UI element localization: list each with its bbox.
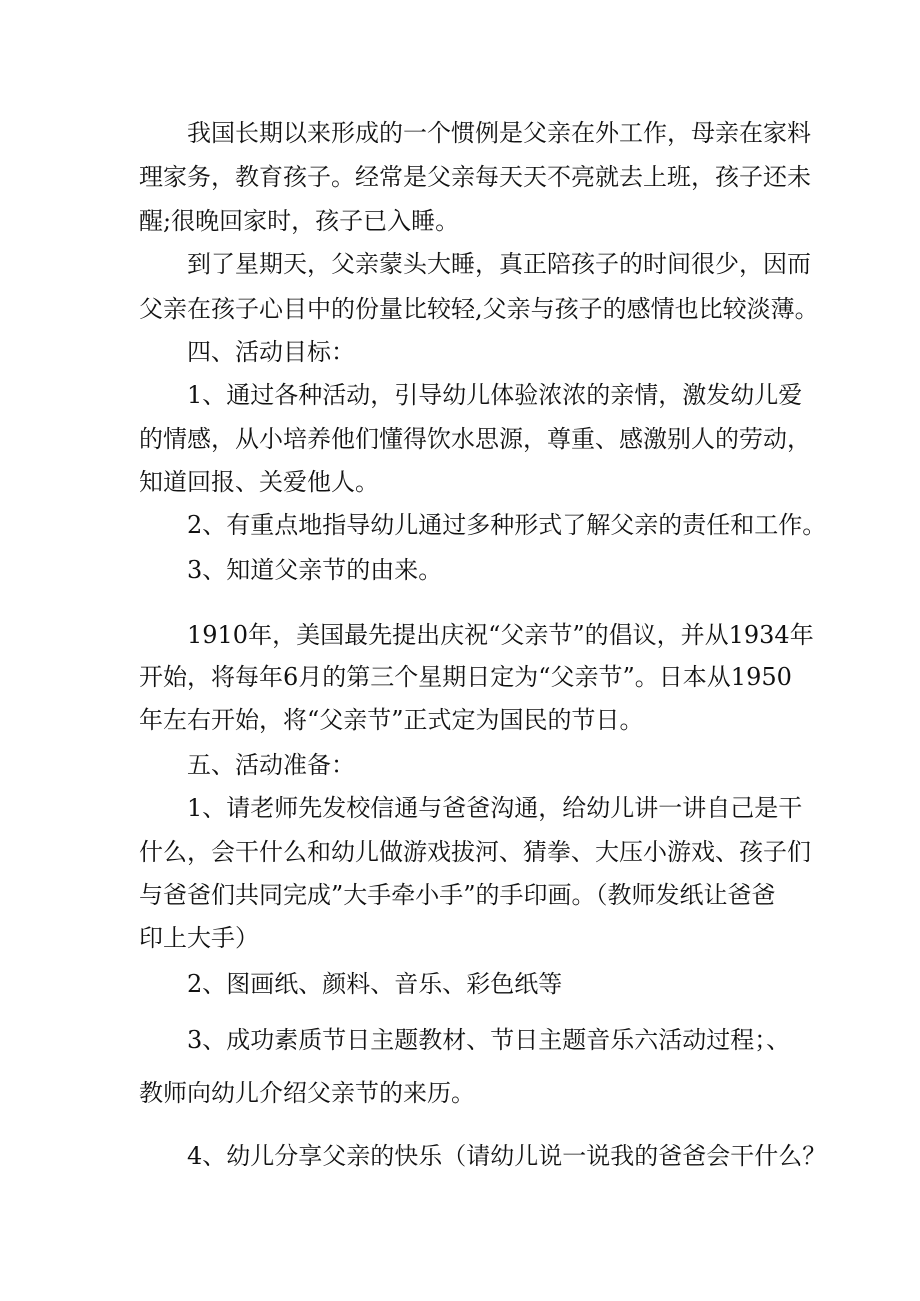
text-line: 醒;很晚回家时，孩子已入睡。 bbox=[139, 207, 460, 235]
text-line: 父亲在孩子心目中的份量比较轻,父亲与孩子的感情也比较淡薄。 bbox=[139, 295, 819, 323]
list-item-goal-3: 3、知道父亲节的由来。 bbox=[187, 556, 443, 584]
text-line: 1、请老师先发校信通与爸爸沟通，给幼儿讲一讲自己是干 bbox=[187, 794, 803, 822]
list-item-prep-2: 2、图画纸、颜料、音乐、彩色纸等 bbox=[187, 970, 563, 998]
text-line: 1910年，美国最先提出庆祝“父亲节”的倡议，并从1934年 bbox=[187, 621, 814, 649]
text-line: 开始，将每年6月的第三个星期日定为“父亲节”。日本从1950 bbox=[139, 663, 792, 691]
text-line: 理家务，教育孩子。经常是父亲每天天不亮就去上班，孩子还未 bbox=[139, 163, 811, 191]
text-line: 到了星期天，父亲蒙头大睡，真正陪孩子的时间很少，因而 bbox=[187, 250, 811, 278]
text-line: 知道回报、关爱他人。 bbox=[139, 468, 379, 496]
text-line: 与爸爸们共同完成”大手牵小手”的手印画。（教师发纸让爸爸 bbox=[139, 881, 776, 909]
text-line: 的情感，从小培养他们懂得饮水思源，尊重、感激别人的劳动， bbox=[139, 425, 811, 453]
list-item-step-4: 4、幼儿分享父亲的快乐（请幼儿说一说我的爸爸会干什么？ bbox=[187, 1142, 827, 1170]
text-line: 我国长期以来形成的一个惯例是父亲在外工作，母亲在家料 bbox=[187, 119, 811, 147]
text-line: 印上大手） bbox=[139, 924, 259, 952]
text-line: 教师向幼儿介绍父亲节的来历。 bbox=[139, 1079, 475, 1107]
text-line: 什么，会干什么和幼儿做游戏拔河、猜拳、大压小游戏、孩子们 bbox=[139, 838, 811, 866]
section-heading-goals: 四、活动目标： bbox=[187, 338, 355, 366]
text-line: 年左右开始，将“父亲节”正式定为国民的节日。 bbox=[139, 706, 644, 734]
list-item-goal-2: 2、有重点地指导幼儿通过多种形式了解父亲的责任和工作。 bbox=[187, 511, 827, 539]
text-line: 1、通过各种活动，引导幼儿体验浓浓的亲情，激发幼儿爱 bbox=[187, 381, 803, 409]
text-line: 3、成功素质节日主题教材、节日主题音乐六活动过程；、 bbox=[187, 1026, 791, 1054]
section-heading-preparation: 五、活动准备： bbox=[187, 751, 355, 779]
